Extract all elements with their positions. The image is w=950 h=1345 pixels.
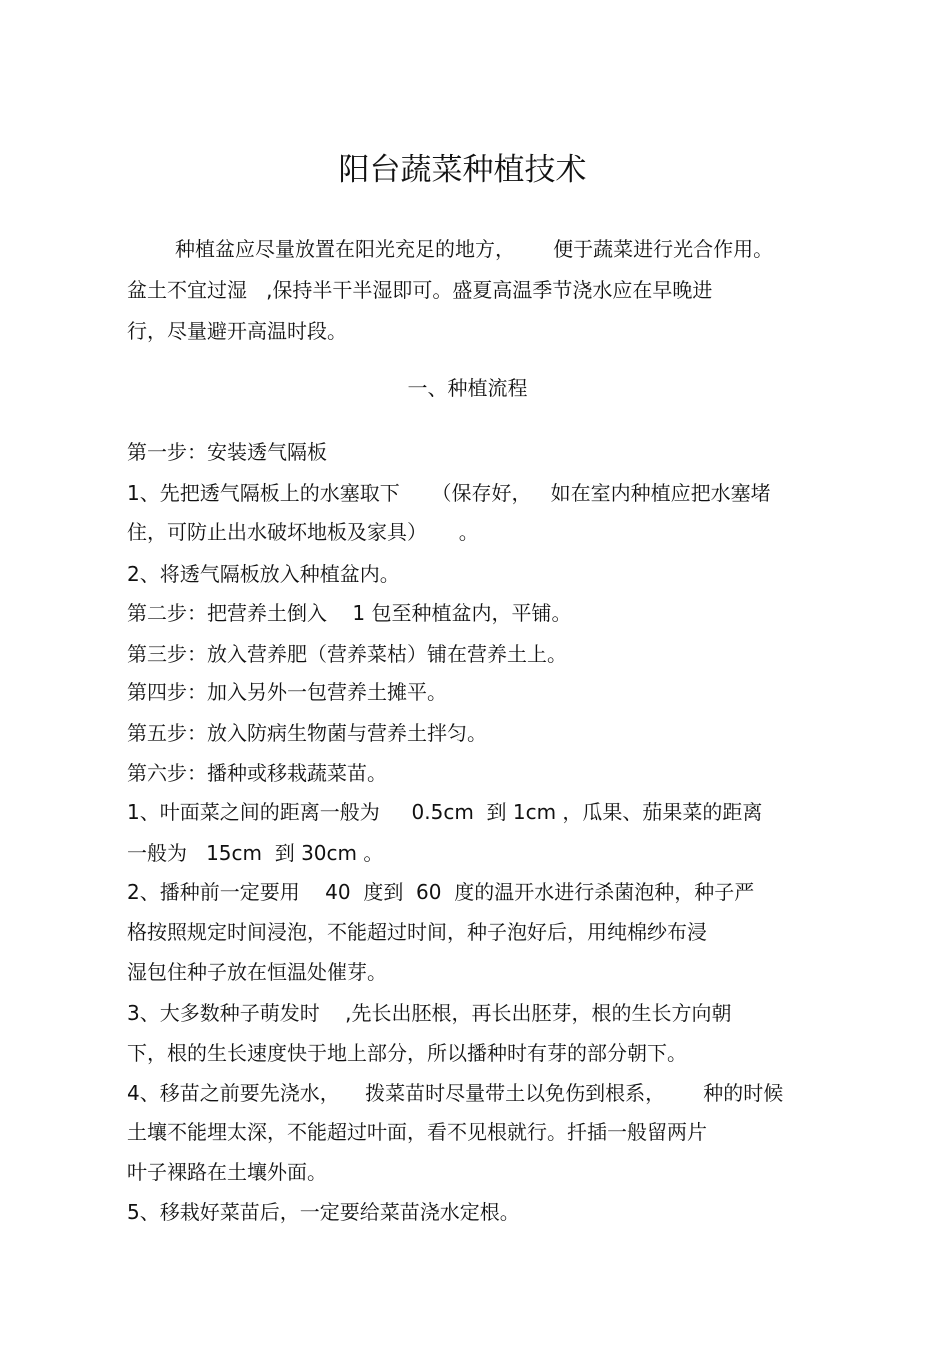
step-line: 1、叶面菜之间的距离一般为 0.5cm 到 1cm ，瓜果、茄果菜的距离 [127,800,763,824]
section-heading: 一、种植流程 [407,376,528,400]
step-line: 4、移苗之前要先浇水， 拨菜苗时尽量带土以免伤到根系， 种的时候 [127,1081,784,1105]
step-line: 叶子裸路在土壤外面。 [127,1160,327,1184]
intro-line: 行，尽量避开高温时段。 [127,319,347,343]
step-line: 第五步：放入防病生物菌与营养土拌匀。 [127,721,487,745]
step-line: 第六步：播种或移栽蔬菜苗。 [127,761,387,785]
step-line: 1、先把透气隔板上的水塞取下 （保存好， 如在室内种植应把水塞堵 [127,481,771,505]
step-line: 第四步：加入另外一包营养土摊平。 [127,680,447,704]
step-line: 住，可防止出水破坏地板及家具） 。 [127,520,479,544]
step-line: 2、播种前一定要用 40 度到 60 度的温开水进行杀菌泡种，种子严 [127,880,755,904]
step-line: 格按照规定时间浸泡，不能超过时间，种子泡好后，用纯棉纱布浸 [127,920,707,944]
page-title: 阳台蔬菜种植技术 [338,152,587,188]
step-line: 下，根的生长速度快于地上部分，所以播种时有芽的部分朝下。 [127,1041,687,1065]
step-line: 5、移栽好菜苗后，一定要给菜苗浇水定根。 [127,1200,520,1224]
step-line: 3、大多数种子萌发时 ,先长出胚根，再长出胚芽，根的生长方向朝 [127,1001,732,1025]
step-line: 一般为 15cm 到 30cm 。 [127,841,384,865]
step-line: 第三步：放入营养肥（营养菜枯）铺在营养土上。 [127,642,567,666]
intro-line: 盆土不宜过湿 ,保持半干半湿即可。盛夏高温季节浇水应在早晚进 [127,278,713,302]
step-line: 土壤不能埋太深，不能超过叶面，看不见根就行。扦插一般留两片 [127,1120,707,1144]
step-line: 第一步：安装透气隔板 [127,440,327,464]
step-line: 第二步：把营养土倒入 1 包至种植盆内，平铺。 [127,601,572,625]
intro-line: 种植盆应尽量放置在阳光充足的地方， 便于蔬菜进行光合作用。 [175,237,774,261]
step-line: 湿包住种子放在恒温处催芽。 [127,960,387,984]
step-line: 2、将透气隔板放入种植盆内。 [127,562,400,586]
